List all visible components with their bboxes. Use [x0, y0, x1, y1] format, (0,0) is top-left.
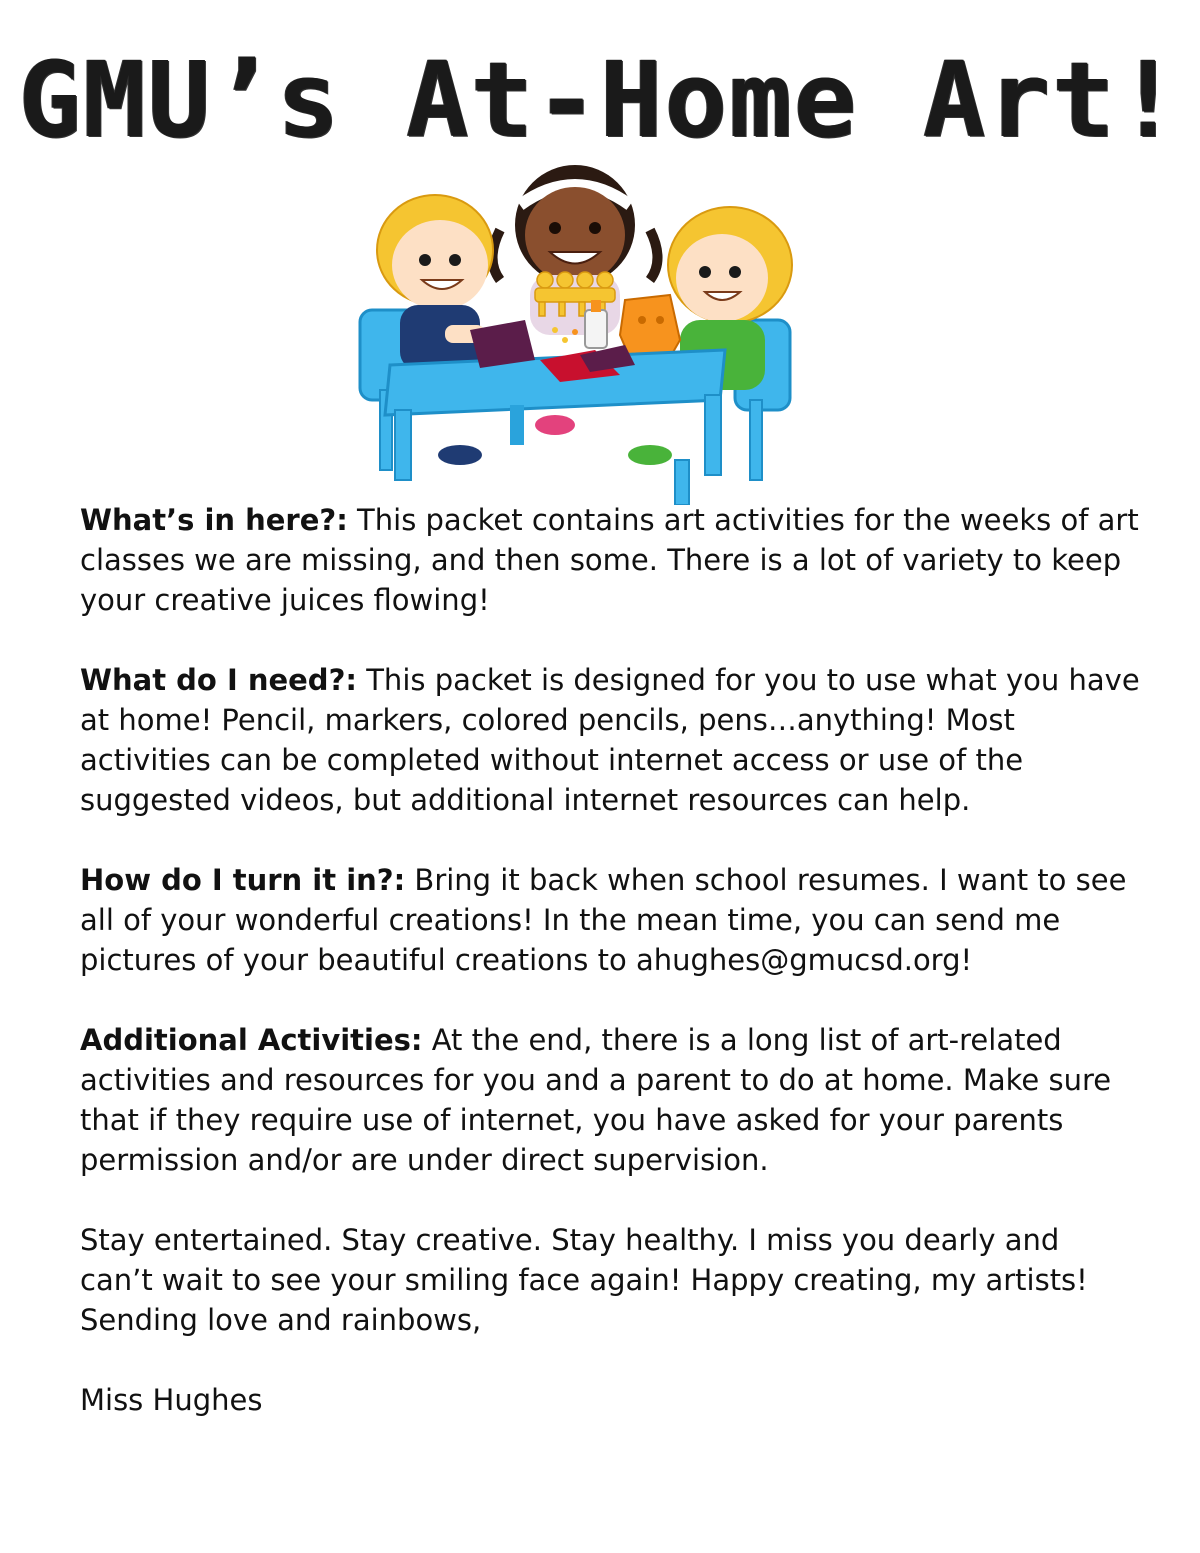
- section-text: Bring it back when school resumes. I want to see all of your wonderful creations! In the mean time, you can send me pictures of your beautiful creations to ahughes@gmucsd.org!: [80, 863, 1127, 977]
- section-how-do-i-turn-it-in: [80, 860, 1140, 980]
- kids-art-illustration: [350, 160, 820, 505]
- section-text: At the end, there is a long list of art-related activities and resources for you and a parent to do at home. Make sure that if they require use of internet, you have asked for your parents permission and/or are under direct supervision.: [80, 1023, 1112, 1177]
- section-what-do-i-need: [80, 660, 1140, 820]
- section-additional-activities: [80, 1020, 1140, 1180]
- kids-shoes: [438, 415, 672, 465]
- letter-body: [80, 500, 1140, 1460]
- section-heading: What’s in here?:: [80, 503, 348, 537]
- section-whats-in-here: [80, 500, 1140, 620]
- signature: Miss Hughes: [80, 1383, 263, 1417]
- section-text: This packet contains art activities for the weeks of art classes we are missing, and then some. There is a lot of variety to keep your creative juices flowing!: [80, 503, 1139, 617]
- section-heading: Additional Activities:: [80, 1023, 423, 1057]
- page-title: GMU’s At-Home Art!: [18, 39, 1182, 161]
- section-text: This packet is designed for you to use what you have at home! Pencil, markers, colored pencils, pens…anything! Most activities can be completed without internet access or use of the suggested videos, but additional internet resources can help.: [80, 663, 1140, 817]
- section-heading: What do I need?:: [80, 663, 357, 697]
- closing-paragraph: Stay entertained. Stay creative. Stay healthy. I miss you dearly and can’t wait to see your smiling face again! Happy creating, my artists! Sending love and rainbows,: [80, 1223, 1088, 1337]
- section-heading: How do I turn it in?:: [80, 863, 406, 897]
